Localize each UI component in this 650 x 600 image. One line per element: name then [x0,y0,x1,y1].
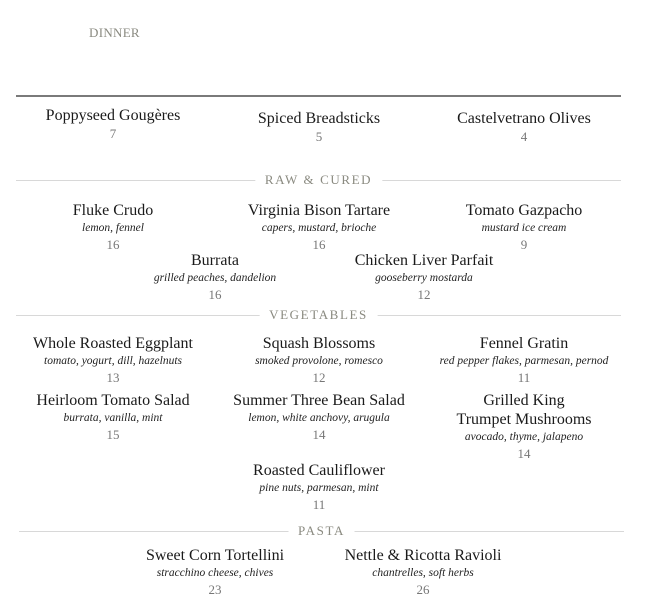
section-raw-cured [16,172,621,188]
section-heading: RAW & CURED [255,172,382,188]
menu-item [345,546,502,599]
item-name-line-2: Trumpet Mushrooms [456,411,592,428]
menu-item [466,201,583,254]
item-price: 13 [106,370,120,385]
item-price: 16 [312,237,326,252]
item-name: Burrata [191,252,239,269]
item-price: 16 [106,237,120,252]
item-price: 5 [315,129,323,144]
item-name: Roasted Cauliflower [253,462,385,479]
item-price: 7 [109,126,117,141]
item-name: Spiced Breadsticks [257,110,381,127]
item-name: Castelvetrano Olives [457,110,591,127]
item-description: lemon, fennel [82,222,144,234]
item-price: 26 [416,582,430,597]
section-heading: PASTA [288,523,355,539]
section-pasta [19,523,624,539]
menu-item [258,109,380,146]
item-name: Nettle & Ricotta Ravioli [344,547,502,564]
item-description: smoked provolone, romesco [255,355,383,367]
item-name: Heirloom Tomato Salad [36,392,190,409]
item-price: 11 [312,497,326,512]
item-name: Squash Blossoms [262,335,376,352]
menu-item [46,106,181,143]
item-name: Virginia Bison Tartare [247,202,391,219]
item-name: Whole Roasted Eggplant [33,335,193,352]
item-description: lemon, white anchovy, arugula [248,412,390,424]
item-description: capers, mustard, brioche [261,222,377,234]
item-price: 4 [520,129,528,144]
item-price: 23 [208,582,222,597]
item-description: tomato, yogurt, dill, hazelnuts [44,355,182,367]
item-price: 14 [312,427,326,442]
menu-item [73,201,153,254]
menu-item [255,334,383,387]
menu-item [33,334,193,387]
item-description: pine nuts, parmesan, mint [259,482,379,494]
menu-item [233,391,405,444]
item-description: mustard ice cream [481,222,567,234]
item-price: 14 [517,446,531,461]
item-description: red pepper flakes, parmesan, pernod [439,355,609,367]
item-name: Summer Three Bean Salad [233,392,405,409]
menu-item [355,251,494,304]
item-name: Chicken Liver Parfait [354,252,494,269]
item-name: Fluke Crudo [72,202,154,219]
item-description: grilled peaches, dandelion [153,272,277,284]
item-description: stracchino cheese, chives [156,567,274,579]
item-description: chantrelles, soft herbs [372,567,474,579]
item-description: avocado, thyme, jalapeno [464,431,584,443]
item-price: 12 [417,287,431,302]
menu-item [457,109,591,146]
item-price: 16 [208,287,222,302]
item-price: 12 [312,370,326,385]
section-vegetables [16,307,621,323]
item-price: 15 [106,427,120,442]
menu-item [253,461,385,514]
menu-item [154,251,276,304]
section-heading: VEGETABLES [259,307,378,323]
menu-item [457,391,592,463]
item-price: 11 [517,370,531,385]
item-name: Poppyseed Gougères [45,107,181,124]
item-name: Grilled King [483,392,565,409]
menu-title: DINNER [89,25,140,40]
menu-item [440,334,609,387]
item-description: burrata, vanilla, mint [63,412,163,424]
item-name: Fennel Gratin [479,335,569,352]
menu-item [248,201,390,254]
menu-item [36,391,189,444]
item-name: Sweet Corn Tortellini [145,547,285,564]
item-name: Tomato Gazpacho [465,202,583,219]
item-description: gooseberry mostarda [375,272,473,284]
item-price: 9 [520,237,528,252]
menu-item [146,546,284,599]
header-divider [16,95,621,97]
